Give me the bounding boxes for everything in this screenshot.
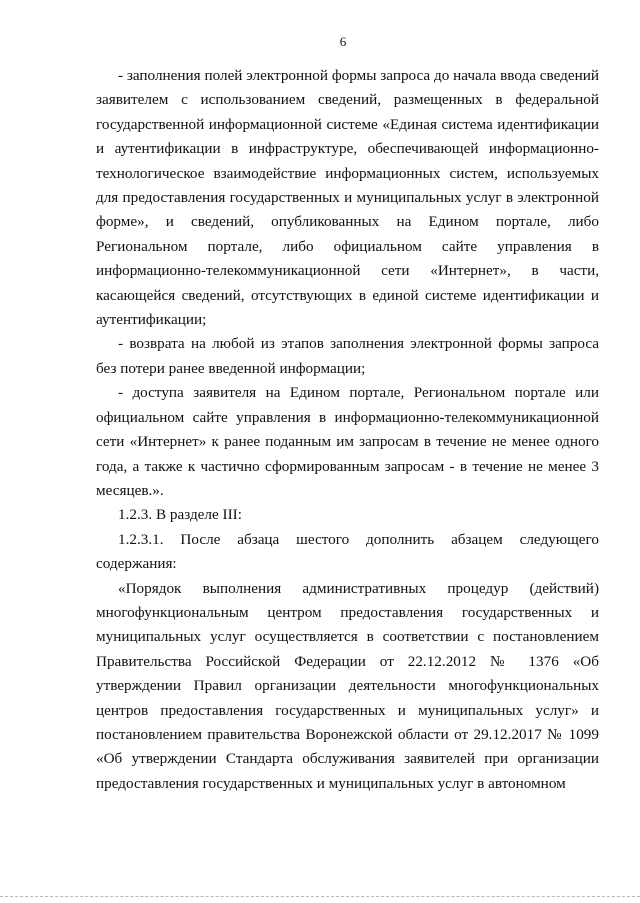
paragraph-section-heading: 1.2.3. В разделе III:	[118, 506, 242, 524]
scan-edge-divider	[0, 896, 640, 897]
paragraph-return-to-stage: - возврата на любой из этапов заполнения электронной формы запроса без потери ранее введенной информации;	[96, 335, 599, 377]
page-number: 6	[339, 34, 347, 49]
document-body	[96, 64, 599, 796]
paragraph-amendment-intro: 1.2.3.1. После абзаца шестого дополнить абзацем следующего содержания:	[96, 530, 599, 573]
paragraph-form-filling: - заполнения полей электронной формы запроса до начала ввода сведений заявителем с использованием сведений, размещенных в федеральной государственной информационной системе «Единая система идентификации и аутентификации в инфраструктуре, обеспечивающей информационно-технологическое взаимодействие информационных систем, используемых для предоставления государственных и муниципальных услуг в электронной форме», и сведений, опубликованных на Едином портале, либо Региональном портале, либо официальном сайте управления в информационно-телекоммуникационной сети «Интернет», в части, касающейся сведений, отсутствующих в единой системе идентификации и аутентификации;	[96, 67, 599, 329]
paragraph-mfc-procedure: «Порядок выполнения административных процедур (действий) многофункциональным центром предоставления государственных и муниципальных услуг осуществляется в соответствии с постановлением Правительства Российской Федерации от 22.12.2012 № 1376 «Об утверждении Правил организации деятельности многофункциональных центров предоставления государственных и муниципальных услуг» и постановлением правительства Воронежской области от 29.12.2017 № 1099 «Об утверждении Стандарта обслуживания заявителей при организации предоставления государственных и муниципальных услуг в автономном	[96, 579, 599, 792]
paragraph-access-to-requests: - доступа заявителя на Едином портале, Региональном портале или официальном сайте управления в информационно-телекоммуникационной сети «Интернет» к ранее поданным им запросам в течение не менее одного года, а также к частично сформированным запросам - в течение не менее 3 месяцев.».	[96, 384, 599, 499]
